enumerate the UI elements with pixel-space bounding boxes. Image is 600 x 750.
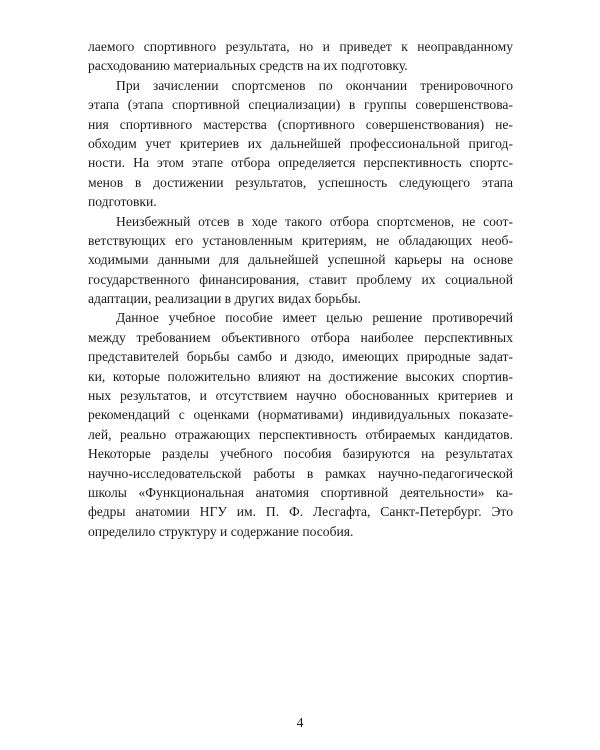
text-line: лаемого спортивного результата, но и приведет к неоправданному [88,39,513,54]
text-line: между требованием объективного отбора наиболее перспективных [88,329,513,345]
text-line: ходимыми данными для дальнейшей успешной карьеры на основе [88,252,513,268]
text-line: Некоторые разделы учебного пособия базируются на результатах [88,446,513,462]
text-line: обходим учет критериев их дальнейшей профессиональной пригод- [88,135,513,151]
text-line: определило структуру и содержание пособия. [88,523,354,539]
text-line: ности. На этом этапе отбора определяется перспективность спортс- [88,155,513,171]
text-line: ния спортивного мастерства (спортивного совершенствования) не- [88,116,513,132]
text-line: рекомендаций с оценками (нормативами) индивидуальных показате- [88,407,513,423]
text-line: лей, реально отражающих перспективность отбираемых кандидатов. [88,426,513,442]
text-line: ных результатов, и отсутствием научно обоснованных критериев и [88,388,513,404]
text-line: этапа (этапа спортивной специализации) в группы совершенствова- [88,97,513,113]
text-line: Неизбежный отсев в ходе такого отбора спортсменов, не соот- [116,213,513,229]
text-line: государственного финансирования, ставит проблему их социальной [88,271,513,287]
text-line: При зачислении спортсменов по окончании тренировочного [116,77,513,93]
text-line: менов в достижении результатов, успешность следующего этапа [88,174,513,190]
text-line: ветствующих его установленным критериям, не обладающих необ- [88,232,513,248]
text-line: Данное учебное пособие имеет целью решение противоречий [116,310,513,326]
text-line: подготовки. [88,194,157,210]
body-text [88,37,513,541]
page-number: 4 [296,715,304,730]
text-line: расходованию материальных средств на их подготовку. [88,58,408,74]
text-line: адаптации, реализации в других видах борьбы. [88,291,361,307]
text-line: ки, которые положительно влияют на достижение высоких спортив- [88,368,513,384]
text-line: федры анатомии НГУ им. П. Ф. Лесгафта, Санкт-Петербург. Это [88,504,513,520]
text-line: представителей борьбы самбо и дзюдо, имеющих природные задат- [88,349,513,365]
text-line: школы «Функциональная анатомия спортивной деятельности» ка- [88,484,513,500]
text-line: научно-исследовательской работы в рамках научно-педагогической [88,465,513,481]
